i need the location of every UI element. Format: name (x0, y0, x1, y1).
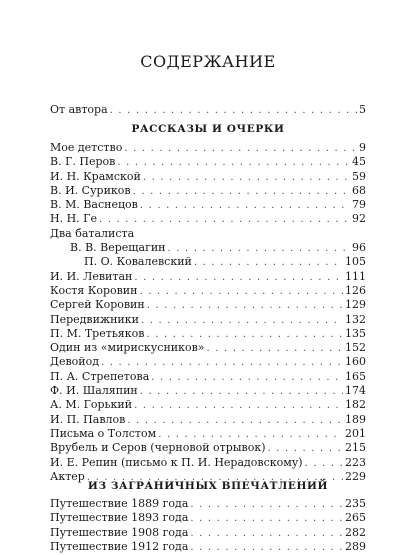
entry-page: 132 (345, 312, 366, 326)
entry-label: Один из «мирискусников» (50, 341, 205, 355)
entry-page: 223 (345, 455, 366, 469)
entry-label: И. Е. Репин (письмо к П. И. Нерадовскому) (50, 455, 303, 469)
entry-label: А. М. Горький (50, 398, 133, 412)
dot-leader (305, 457, 343, 471)
toc-entry (50, 370, 366, 384)
dot-leader (101, 356, 343, 370)
entry-page: 68 (352, 183, 366, 197)
dot-leader (110, 104, 357, 118)
section-travels (50, 478, 366, 554)
dot-leader (194, 256, 343, 270)
entry-page: 182 (345, 398, 366, 412)
dot-leader (190, 527, 343, 541)
entry-label: Костя Коровин (50, 283, 138, 297)
entry-label: П. О. Ковалевский (84, 255, 192, 269)
dot-leader (147, 299, 343, 313)
dot-leader (146, 328, 343, 342)
entry-page: 129 (345, 298, 366, 312)
entry-label: Путешествие 1893 года (50, 511, 189, 525)
toc-entry (50, 497, 366, 511)
toc-entry (50, 313, 366, 327)
toc-entry (50, 227, 366, 241)
dot-leader (190, 512, 343, 526)
dot-leader (140, 385, 343, 399)
entry-page: 165 (345, 369, 366, 383)
dot-leader (143, 171, 350, 185)
toc-entry (50, 384, 366, 398)
entry-page: 289 (345, 539, 366, 553)
entry-page: 126 (345, 283, 366, 297)
toc-entry (50, 341, 366, 355)
dot-leader (190, 541, 343, 555)
entry-page: 215 (345, 441, 366, 455)
entry-page: 135 (345, 326, 366, 340)
entry-page: 5 (359, 103, 366, 116)
toc-title: СОДЕРЖАНИЕ (140, 52, 276, 71)
toc-entry (50, 141, 366, 155)
entry-page: 235 (345, 497, 366, 510)
toc-entry (50, 155, 366, 169)
entry-page: 229 (345, 469, 366, 483)
dot-leader (139, 285, 343, 299)
toc-entry (50, 540, 366, 554)
toc-entry (50, 198, 366, 212)
dot-leader (207, 342, 343, 356)
dot-leader (134, 399, 343, 413)
entry-page: 96 (352, 241, 366, 255)
entry-page: 174 (345, 384, 366, 398)
entry-label: И. Н. Крамской (50, 169, 141, 183)
entry-label: Путешествие 1912 года (50, 539, 189, 553)
entry-page: 105 (345, 255, 366, 269)
front-matter (50, 103, 366, 117)
entry-label: П. М. Третьяков (50, 326, 145, 340)
section-entries (50, 497, 366, 554)
entry-label: Письма о Толстом (50, 426, 157, 440)
entry-label: Ф. И. Шаляпин (50, 384, 138, 398)
section-heading: ИЗ ЗАГРАНИЧНЫХ ВПЕЧАТЛЕНИЙ (87, 480, 329, 492)
toc-entry (50, 212, 366, 226)
entry-page: 282 (345, 525, 366, 539)
toc-entry (50, 284, 366, 298)
toc-entry (50, 327, 366, 341)
dot-leader (168, 242, 350, 256)
entry-label: В. М. Васнецов (50, 198, 138, 212)
toc-entry (50, 441, 366, 455)
section-stories (50, 121, 366, 484)
dot-leader (99, 213, 350, 227)
entry-label: П. А. Стрепетова (50, 369, 150, 383)
toc-entry (50, 270, 366, 284)
entry-label: От автора (50, 103, 108, 116)
dot-leader (151, 371, 343, 385)
entry-page: 45 (352, 155, 366, 169)
entry-page: 152 (345, 341, 366, 355)
toc-entry (50, 355, 366, 369)
dot-leader (190, 498, 343, 512)
toc-entry (50, 511, 366, 525)
entry-label: Путешествие 1908 года (50, 525, 189, 539)
entry-label: Н. Н. Ге (50, 212, 97, 226)
dot-leader (158, 428, 343, 442)
toc-entry (50, 241, 366, 255)
entry-label: Передвижники (50, 312, 139, 326)
section-entries (50, 141, 366, 484)
toc-entry (50, 413, 366, 427)
entry-label: Мое детство (50, 141, 123, 154)
entry-label: И. П. Павлов (50, 412, 126, 426)
dot-leader (140, 199, 350, 213)
toc-entry (50, 255, 366, 269)
entry-page: 265 (345, 511, 366, 525)
entry-page: 59 (352, 169, 366, 183)
toc-entry (50, 103, 366, 117)
dot-leader (117, 156, 350, 170)
entry-page: 92 (352, 212, 366, 226)
entry-label: Путешествие 1889 года (50, 497, 189, 510)
entry-page: 79 (352, 198, 366, 212)
toc-entry (50, 298, 366, 312)
dot-leader (124, 142, 357, 156)
entry-label: В. И. Суриков (50, 183, 131, 197)
toc-entry (50, 170, 366, 184)
entry-label: И. И. Левитан (50, 269, 133, 283)
entry-page: 160 (345, 355, 366, 369)
toc-entry (50, 398, 366, 412)
entry-label: В. Г. Перов (50, 155, 116, 169)
entry-label: Девойод (50, 355, 99, 369)
entry-label: Актер (50, 469, 85, 483)
entry-page: 9 (359, 141, 366, 154)
entry-label: Врубель и Серов (черновой отрывок) (50, 441, 266, 455)
dot-leader (133, 185, 350, 199)
dot-leader (127, 414, 343, 428)
entry-label: В. В. Верещагин (70, 241, 166, 255)
toc-entry (50, 427, 366, 441)
dot-leader (134, 271, 343, 285)
dot-leader (268, 442, 343, 456)
entry-label: Сергей Коровин (50, 298, 145, 312)
entry-page: 201 (345, 426, 366, 440)
entry-label: Два баталиста (50, 226, 135, 240)
toc-entry (50, 456, 366, 470)
section-heading: РАССКАЗЫ И ОЧЕРКИ (131, 123, 285, 135)
entry-page: 111 (345, 269, 366, 283)
toc-entry (50, 526, 366, 540)
toc-entry (50, 184, 366, 198)
dot-leader (141, 314, 343, 328)
entry-page: 189 (345, 412, 366, 426)
